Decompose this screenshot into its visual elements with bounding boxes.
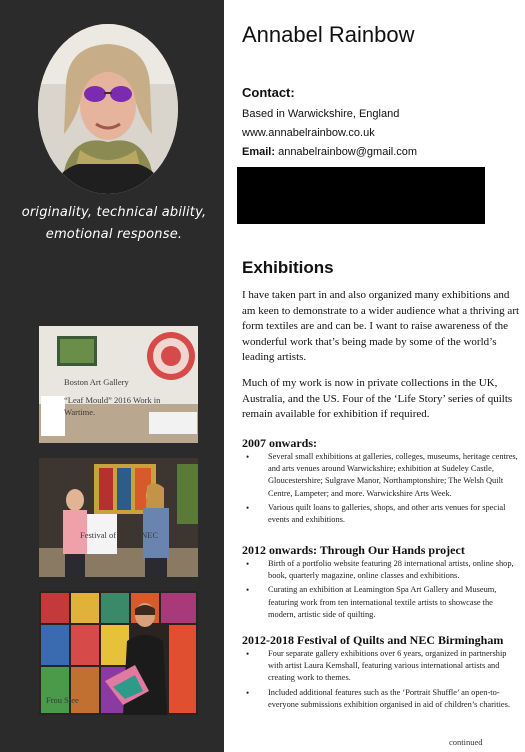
list-item: • Curating an exhibition at Leamington Spa Art Gallery and Museum, featuring work from ten international textile artists to showcase the modern, artistic side of quilting. xyxy=(244,584,522,621)
list-item: • Various quilt loans to galleries, shops, and other arts venues for special events and exhibitions. xyxy=(244,502,522,526)
section-heading-2012-2018: 2012-2018 Festival of Quilts and NEC Birmingham xyxy=(242,633,504,647)
section-heading-2007: 2007 onwards: xyxy=(242,436,318,450)
redaction-block xyxy=(237,167,485,224)
contact-email-row xyxy=(242,146,417,158)
section-list-2007 xyxy=(244,451,522,528)
exhibitions-collections: Much of my work is now in private collections in the UK, Australia, and the US. Four of the ‘Life Story’ series of quilts remain available for exhibition if required. xyxy=(242,377,513,421)
tagline-line-1: originality, technical ability, xyxy=(21,205,207,220)
email-label: Email: xyxy=(242,146,276,158)
section-heading-2012: 2012 onwards: Through Our Hands project xyxy=(242,543,465,557)
continued-label: continued xyxy=(449,737,483,747)
festival-caption: Festival of Quilts NEC xyxy=(80,530,159,540)
portrait-photo xyxy=(38,24,178,194)
contact-location: Based in Warwickshire, England xyxy=(242,108,400,120)
tagline-line-2: emotional response. xyxy=(45,227,183,242)
list-item: • Birth of a portfolio website featuring 28 international artists, online shop, book, quarterly magazine, online classes and exhibitions. xyxy=(244,558,522,582)
gallery-caption-1: Boston Art Gallery xyxy=(64,377,129,387)
exhibitions-heading: Exhibitions xyxy=(242,258,334,277)
exhibitions-intro: I have taken part in and also organized many exhibitions and am keen to demonstrate to a wider audience what a thriving art form textiles are and can be. I want to raise awareness of the wonderful work that’s being made by some of the world’s leading artists. xyxy=(242,289,520,364)
contact-heading: Contact: xyxy=(242,85,295,100)
tagline xyxy=(16,202,212,246)
gallery-caption-2: “Leaf Mould” 2016 Work in xyxy=(64,395,161,405)
festival-photo xyxy=(39,458,198,577)
quilts-caption: Frou Stee xyxy=(46,695,79,705)
page-title: Annabel Rainbow xyxy=(242,22,415,47)
list-item: • Four separate gallery exhibitions over 6 years, organized in partnership with artist Laura Kemshall, featuring various international artists and creating work to themes. xyxy=(244,648,522,685)
list-item: • Included additional features such as the ‘Portrait Shuffle’ an open-to-everyone submissions exhibition organised in aid of children’s charities. xyxy=(244,687,522,711)
contact-website[interactable]: www.annabelrainbow.co.uk xyxy=(242,127,375,139)
section-list-2012-2018 xyxy=(244,648,522,713)
gallery-caption-3: Wartime. xyxy=(64,407,96,417)
contact-email[interactable]: annabelrainbow@gmail.com xyxy=(278,146,418,158)
section-list-2012 xyxy=(244,558,522,623)
list-item: • Several small exhibitions at galleries, colleges, museums, heritage centres, and arts venues around Warwickshire; exhibition at Sudeley Castle, Gloucestershire; Sulgrave Manor, Northamptonshire; The Welsh Quilt Centre, Lampeter; and more. Warwickshire Arts Week. xyxy=(244,451,522,500)
